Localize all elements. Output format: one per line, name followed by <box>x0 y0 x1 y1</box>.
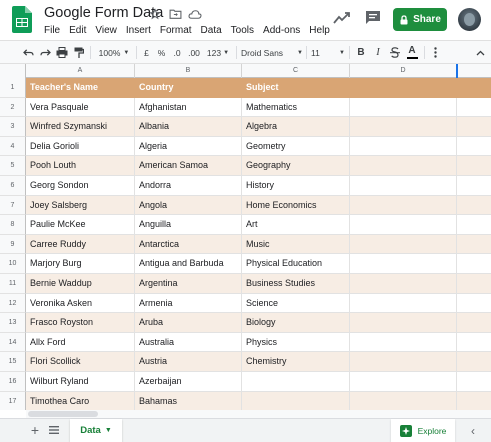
font-size-value: 11 <box>311 47 320 58</box>
cell-country[interactable]: Armenia <box>135 294 242 314</box>
more-options-icon[interactable] <box>428 45 442 60</box>
user-avatar[interactable] <box>458 8 481 31</box>
explore-icon <box>400 425 412 437</box>
cell-subject[interactable]: Geography <box>242 156 350 176</box>
formatting-toolbar <box>0 40 491 64</box>
row-number[interactable]: 9 <box>0 235 26 255</box>
cell-country[interactable]: Algeria <box>135 137 242 157</box>
cell-empty-e[interactable] <box>457 333 491 353</box>
table-row <box>0 215 491 235</box>
text-color-button[interactable] <box>406 45 418 60</box>
share-button[interactable] <box>393 8 447 31</box>
table-row <box>0 274 491 294</box>
menu-bar <box>44 25 339 36</box>
cell-teacher-name[interactable]: Allx Ford <box>26 333 135 353</box>
cell-empty-e[interactable] <box>457 78 491 98</box>
menu-file[interactable]: File <box>44 25 61 36</box>
more-formats-label: 123 <box>206 47 222 58</box>
select-all-corner[interactable] <box>0 64 26 78</box>
cell-empty-e[interactable] <box>457 176 491 196</box>
paint-format-icon[interactable] <box>73 45 85 60</box>
menu-tools[interactable]: Tools <box>230 25 255 36</box>
cell-empty-d[interactable] <box>350 78 457 98</box>
table-row <box>0 352 491 372</box>
header-row <box>0 78 491 98</box>
cell-empty-e[interactable] <box>457 392 491 410</box>
text-color-letter: A <box>408 45 416 56</box>
add-sheet-icon[interactable]: + <box>30 422 40 438</box>
cell-empty-e[interactable] <box>457 235 491 255</box>
spreadsheet-grid <box>0 78 491 410</box>
cell-empty-d[interactable] <box>350 294 457 314</box>
star-icon[interactable] <box>148 7 162 21</box>
column-header-a[interactable]: A <box>26 64 135 78</box>
row-number[interactable]: 14 <box>0 333 26 353</box>
cell-subject[interactable]: Physics <box>242 333 350 353</box>
cell-subject[interactable]: Geometry <box>242 137 350 157</box>
table-row <box>0 176 491 196</box>
cell-empty-d[interactable] <box>350 333 457 353</box>
sheet-tab-label: Data <box>80 425 101 436</box>
menu-format[interactable]: Format <box>159 25 192 36</box>
sheet-tab-bar <box>0 418 491 442</box>
menu-data[interactable]: Data <box>200 25 222 36</box>
header-cell-country[interactable]: Country <box>135 78 242 98</box>
cell-teacher-name[interactable]: Flori Scollick <box>26 352 135 372</box>
table-row <box>0 137 491 157</box>
cell-teacher-name[interactable]: Timothea Caro <box>26 392 135 410</box>
row-number[interactable]: 5 <box>0 156 26 176</box>
row-number[interactable]: 4 <box>0 137 26 157</box>
cell-country[interactable]: Bahamas <box>135 392 242 410</box>
cell-teacher-name[interactable]: Joey Salsberg <box>26 196 135 216</box>
share-label: Share <box>413 14 441 25</box>
cell-teacher-name[interactable]: Wilburt Ryland <box>26 372 135 392</box>
cell-empty-d[interactable] <box>350 176 457 196</box>
all-sheets-list-icon[interactable] <box>48 424 60 436</box>
cell-subject[interactable] <box>242 392 350 410</box>
undo-icon[interactable] <box>22 45 34 60</box>
redo-icon[interactable] <box>39 45 51 60</box>
cell-teacher-name[interactable]: Bernie Waddup <box>26 274 135 294</box>
lock-icon <box>399 15 409 25</box>
row-number[interactable]: 10 <box>0 254 26 274</box>
chevron-down-icon: ▼ <box>223 49 230 56</box>
zoom-value: 100% <box>98 47 121 58</box>
cell-empty-e[interactable] <box>457 352 491 372</box>
scrollbar-thumb[interactable] <box>28 411 98 417</box>
sheet-tab-data[interactable] <box>70 419 122 442</box>
row-number[interactable]: 8 <box>0 215 26 235</box>
table-row <box>0 156 491 176</box>
row-number[interactable]: 12 <box>0 294 26 314</box>
cell-empty-e[interactable] <box>457 196 491 216</box>
cell-country[interactable]: Angola <box>135 196 242 216</box>
cell-empty-d[interactable] <box>350 98 457 118</box>
move-folder-icon[interactable] <box>168 7 182 21</box>
cell-empty-e[interactable] <box>457 274 491 294</box>
cell-country[interactable]: Afghanistan <box>135 98 242 118</box>
cell-country[interactable]: Austria <box>135 352 242 372</box>
cell-empty-d[interactable] <box>350 235 457 255</box>
cell-subject[interactable] <box>242 372 350 392</box>
cell-teacher-name[interactable]: Pooh Louth <box>26 156 135 176</box>
menu-view[interactable]: View <box>95 25 117 36</box>
chevron-down-icon: ▼ <box>297 49 303 56</box>
cell-country[interactable]: Andorra <box>135 176 242 196</box>
header-cell-subject[interactable]: Subject <box>242 78 350 98</box>
table-row <box>0 333 491 353</box>
cell-subject[interactable]: Home Economics <box>242 196 350 216</box>
column-header-d[interactable]: D <box>350 64 457 78</box>
header-cell-teacher-name[interactable]: Teacher's Name <box>26 78 135 98</box>
sheets-logo-icon[interactable] <box>12 6 32 33</box>
menu-edit[interactable]: Edit <box>69 25 87 36</box>
chevron-left-icon[interactable]: ‹ <box>471 424 475 438</box>
cell-subject[interactable]: Business Studies <box>242 274 350 294</box>
cell-empty-e[interactable] <box>457 313 491 333</box>
column-resize-handle[interactable] <box>456 64 458 78</box>
font-family-select[interactable] <box>241 45 303 60</box>
table-row <box>0 392 491 410</box>
cell-teacher-name[interactable]: Frasco Royston <box>26 313 135 333</box>
table-row <box>0 294 491 314</box>
table-row <box>0 196 491 216</box>
cell-teacher-name[interactable]: Georg Sondon <box>26 176 135 196</box>
row-number[interactable]: 1 <box>0 78 26 98</box>
menu-help[interactable]: Help <box>309 25 330 36</box>
chevron-down-icon[interactable]: ▼ <box>104 427 112 434</box>
cloud-status-icon[interactable] <box>188 7 202 21</box>
column-headers <box>0 64 491 78</box>
cell-empty-d[interactable] <box>350 313 457 333</box>
cell-empty-d[interactable] <box>350 372 457 392</box>
text-color-swatch <box>407 57 418 59</box>
cell-subject[interactable]: Algebra <box>242 117 350 137</box>
font-size-select[interactable] <box>311 45 345 60</box>
cell-teacher-name[interactable]: Delia Gorioli <box>26 137 135 157</box>
cell-empty-e[interactable] <box>457 137 491 157</box>
cell-empty-e[interactable] <box>457 215 491 235</box>
currency-format-button[interactable]: £ <box>144 47 149 58</box>
cell-country[interactable]: Albania <box>135 117 242 137</box>
cell-subject[interactable]: Mathematics <box>242 98 350 118</box>
cell-country[interactable]: American Samoa <box>135 156 242 176</box>
cell-empty-d[interactable] <box>350 156 457 176</box>
activity-trend-icon[interactable] <box>333 11 351 25</box>
zoom-select[interactable] <box>96 45 132 60</box>
cell-empty-d[interactable] <box>350 274 457 294</box>
decrease-decimal-button[interactable]: .0 <box>173 47 181 58</box>
row-number[interactable]: 11 <box>0 274 26 294</box>
explore-label: Explore <box>417 425 447 436</box>
horizontal-scrollbar[interactable] <box>26 410 491 418</box>
cell-empty-d[interactable] <box>350 196 457 216</box>
menu-add-ons[interactable]: Add-ons <box>263 25 301 36</box>
cell-empty-e[interactable] <box>457 294 491 314</box>
cell-subject[interactable]: Chemistry <box>242 352 350 372</box>
column-header-b[interactable]: B <box>135 64 242 78</box>
font-family-value: Droid Sans <box>241 47 284 58</box>
document-title[interactable]: Google Form Data <box>44 5 164 21</box>
increase-decimal-button[interactable]: .00 <box>188 47 200 58</box>
title-bar <box>0 0 491 40</box>
cell-teacher-name[interactable]: Winfred Szymanski <box>26 117 135 137</box>
cell-empty-e[interactable] <box>457 117 491 137</box>
cell-empty-e[interactable] <box>457 98 491 118</box>
comments-icon[interactable] <box>365 10 381 26</box>
cell-empty-d[interactable] <box>350 117 457 137</box>
explore-button[interactable] <box>391 419 455 442</box>
row-number[interactable]: 13 <box>0 313 26 333</box>
row-number[interactable]: 7 <box>0 196 26 216</box>
cell-country[interactable]: Antarctica <box>135 235 242 255</box>
bold-button[interactable]: B <box>357 47 365 58</box>
cell-country[interactable]: Aruba <box>135 313 242 333</box>
cell-country[interactable]: Azerbaijan <box>135 372 242 392</box>
table-row <box>0 372 491 392</box>
cell-empty-d[interactable] <box>350 254 457 274</box>
cell-subject[interactable]: Art <box>242 215 350 235</box>
row-number[interactable]: 3 <box>0 117 26 137</box>
row-number[interactable]: 6 <box>0 176 26 196</box>
table-row <box>0 254 491 274</box>
cell-teacher-name[interactable]: Carree Ruddy <box>26 235 135 255</box>
cell-empty-d[interactable] <box>350 352 457 372</box>
table-row <box>0 117 491 137</box>
chevron-down-icon: ▼ <box>123 49 130 56</box>
cell-subject[interactable]: Physical Education <box>242 254 350 274</box>
cell-subject[interactable]: Science <box>242 294 350 314</box>
percent-format-button[interactable]: % <box>157 47 166 58</box>
menu-insert[interactable]: Insert <box>125 25 151 36</box>
more-formats-select[interactable] <box>206 45 230 60</box>
strikethrough-icon[interactable] <box>389 45 400 60</box>
column-header-c[interactable]: C <box>242 64 350 78</box>
row-number[interactable]: 2 <box>0 98 26 118</box>
row-number[interactable]: 17 <box>0 392 26 410</box>
table-row <box>0 235 491 255</box>
row-number[interactable]: 15 <box>0 352 26 372</box>
cell-country[interactable]: Australia <box>135 333 242 353</box>
print-icon[interactable] <box>56 45 68 60</box>
table-row <box>0 313 491 333</box>
cell-subject[interactable]: History <box>242 176 350 196</box>
cell-country[interactable]: Argentina <box>135 274 242 294</box>
cell-subject[interactable]: Biology <box>242 313 350 333</box>
cell-country[interactable]: Anguilla <box>135 215 242 235</box>
italic-button[interactable]: I <box>376 47 380 58</box>
cell-teacher-name[interactable]: Vera Pasquale <box>26 98 135 118</box>
chevron-down-icon: ▼ <box>339 49 345 56</box>
cell-subject[interactable]: Music <box>242 235 350 255</box>
cell-country[interactable]: Antigua and Barbuda <box>135 254 242 274</box>
table-row <box>0 98 491 118</box>
cell-empty-d[interactable] <box>350 215 457 235</box>
collapse-toolbar-icon[interactable] <box>474 45 486 60</box>
cell-empty-d[interactable] <box>350 137 457 157</box>
cell-teacher-name[interactable]: Veronika Asken <box>26 294 135 314</box>
cell-teacher-name[interactable]: Marjory Burg <box>26 254 135 274</box>
cell-empty-e[interactable] <box>457 372 491 392</box>
row-number[interactable]: 16 <box>0 372 26 392</box>
cell-teacher-name[interactable]: Paulie McKee <box>26 215 135 235</box>
cell-empty-e[interactable] <box>457 254 491 274</box>
cell-empty-e[interactable] <box>457 156 491 176</box>
cell-empty-d[interactable] <box>350 392 457 410</box>
